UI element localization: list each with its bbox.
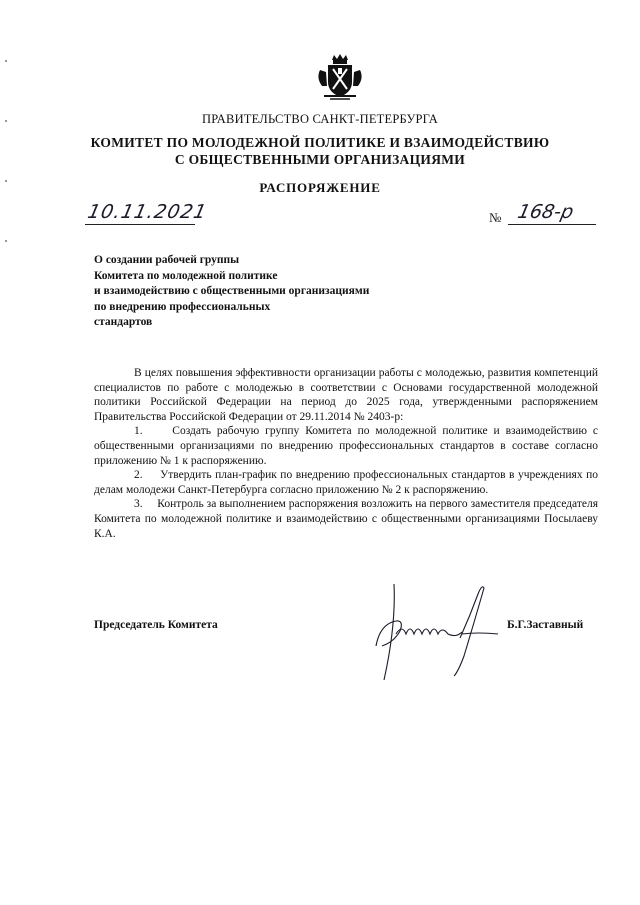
subject-line: стандартов <box>94 316 153 328</box>
order-item-3: 3. Контроль за выполнением распоряжения возложить на первого заместителя председателя Комитета по молодежной политике и взаимодействию с общественными организациями Посылаеву К.А. <box>94 498 598 540</box>
scan-margin-mark <box>5 180 7 182</box>
number-underline <box>508 224 596 225</box>
order-item-1: 1. Создать рабочую группу Комитета по молодежной политике и взаимодействию с общественными организациями по внедрению профессиональных стандартов в составе согласно приложению № 1 к распоряжению. <box>94 425 598 467</box>
date-underline <box>85 224 195 225</box>
committee-name-line-1: КОМИТЕТ ПО МОЛОДЕЖНОЙ ПОЛИТИКЕ И ВЗАИМОДЕЙСТВИЮ <box>90 135 550 150</box>
subject-line: Комитета по молодежной политике <box>94 269 278 282</box>
scan-margin-mark <box>5 240 7 242</box>
signer-position: Председатель Комитета <box>94 619 218 631</box>
subject-line: и взаимодействию с общественными организациями <box>94 285 370 297</box>
handwritten-signature <box>366 576 506 686</box>
document-body <box>94 366 598 541</box>
document-type: РАСПОРЯЖЕНИЕ <box>259 180 381 195</box>
coat-of-arms-icon <box>314 52 366 104</box>
subject-line: О создании рабочей группы <box>94 254 240 266</box>
committee-name-line-2: С ОБЩЕСТВЕННЫМИ ОРГАНИЗАЦИЯМИ <box>174 152 466 167</box>
government-name: ПРАВИТЕЛЬСТВО САНКТ-ПЕТЕРБУРГА <box>202 112 438 126</box>
scan-margin-mark <box>5 60 7 62</box>
subject-line: по внедрению профессиональных <box>94 300 271 313</box>
signer-name: Б.Г.Заставный <box>507 619 584 631</box>
scan-margin-mark <box>5 120 7 122</box>
document-subject <box>94 253 369 331</box>
committee-name <box>0 134 640 168</box>
number-label: № <box>489 210 502 225</box>
preamble-paragraph: В целях повышения эффективности организации работы с молодежью, развития компетенций специалистов по работе с молодежью в соответствии с Основами государственной молодежной политики Российской Федерации на период до 2025 года, утвержденными распоряжением Правительства Российской Федерации от 29.11.2014 № 2403-р: <box>94 367 598 423</box>
document-date: 10.11.2021 <box>85 201 210 223</box>
order-item-2: 2. Утвердить план-график по внедрению профессиональных стандартов в учреждениях по делам молодежи Санкт-Петербурга согласно приложению № 2 к распоряжению. <box>94 469 598 496</box>
document-number: 168-р <box>515 201 576 223</box>
